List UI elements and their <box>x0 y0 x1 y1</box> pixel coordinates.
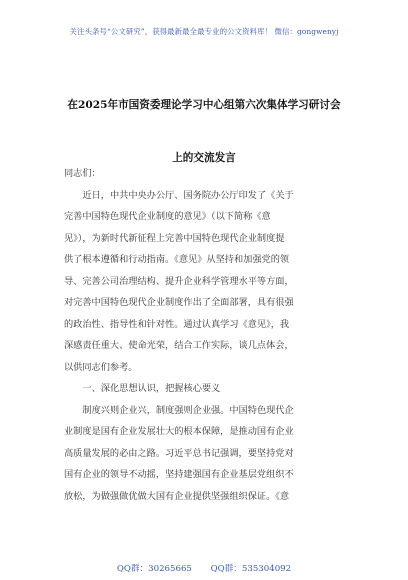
body-line: 完善中国特色现代企业制度的意见》（以下简称《意 <box>64 211 271 222</box>
body-line: 近日，中共中央办公厅、国务院办公厅印发了《关于 <box>82 189 294 201</box>
body-line: 业制度是国有企业发展壮大的根本保障，是推动国有企业 <box>64 426 294 437</box>
body-line: 以供同志们参考。 <box>64 361 138 373</box>
greeting: 同志们： <box>64 168 101 179</box>
qq-group-2: QQ群：535304092 <box>210 564 292 574</box>
body-line: 深感责任重大、使命光荣，结合工作实际，谈几点体会， <box>64 340 294 351</box>
footer <box>0 562 408 574</box>
body-line: 导、完善公司治理结构、提升企业科学管理水平等方面， <box>64 275 294 287</box>
body-line: 制度兴则企业兴，制度强则企业强。中国特色现代企 <box>82 404 294 416</box>
header-banner: 关注头条号“公文研究”，获得最新最全最专业的公文资料库！ 微信：gongwenyj <box>69 27 339 36</box>
body-line: 对完善中国特色现代企业制度作出了全面部署，具有很强 <box>64 297 294 308</box>
body-line: 的政治性、指导性和针对性。通过认真学习《意见》，我 <box>64 318 290 330</box>
body-line: 见》），为新时代新征程上完善中国特色现代企业制度提 <box>64 232 285 244</box>
section-heading: 一、深化思想认识，把握核心要义 <box>82 383 221 394</box>
body-line: 放松，为做强做优做大国有企业提供坚强组织保证。《意 <box>64 490 290 502</box>
body-line: 高质量发展的必由之路。习近平总书记强调，要坚持党对 <box>64 447 294 459</box>
body-line: 供了根本遵循和行动指南。《意见》从坚持和加强党的领 <box>64 254 290 265</box>
document-title: 在2025年市国资委理论学习中心组第六次集体学习研讨会 <box>67 99 341 111</box>
qq-group-1: QQ群：30265665 <box>116 564 192 574</box>
body-line: 国有企业的领导不动摇，坚持建强国有企业基层党组织不 <box>64 469 294 480</box>
document-title-continued: 上的交流发言 <box>172 152 236 164</box>
document-body <box>64 163 354 507</box>
